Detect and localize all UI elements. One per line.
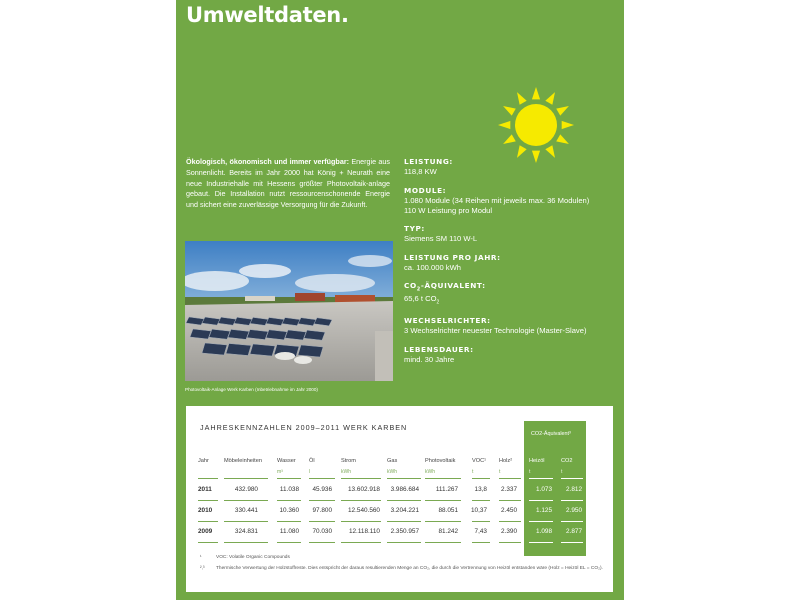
table-rule <box>309 500 335 501</box>
table-rule <box>499 542 521 543</box>
table-cell: 97.800 <box>312 507 332 514</box>
table-cell: 2.337 <box>501 486 517 493</box>
spec-lebensdauer <box>404 345 619 365</box>
intro-text <box>186 157 390 211</box>
spec-label-sub: 2 <box>416 286 421 293</box>
table-cell-year: 2009 <box>198 528 213 535</box>
table-cell: 7,43 <box>474 528 487 535</box>
table-rule <box>198 500 218 501</box>
table-rule <box>499 478 521 479</box>
column-unit: kWh <box>341 469 351 475</box>
spec-value: 118,8 KW <box>404 167 437 176</box>
solar-panel <box>250 344 275 356</box>
table-rule <box>341 478 381 479</box>
table-rule <box>529 478 553 479</box>
table-rule <box>472 500 490 501</box>
column-unit: l <box>309 469 311 475</box>
column-unit: kWh <box>387 469 397 475</box>
spec-leistung <box>404 157 619 177</box>
spec-value-base: 65,6 t CO <box>404 294 437 304</box>
column-header: Strom <box>341 458 356 464</box>
table-rule <box>224 500 268 501</box>
column-unit: m³ <box>277 469 283 475</box>
annual-figures-table <box>186 406 613 592</box>
table-rule <box>425 478 461 479</box>
table-rule <box>561 542 583 543</box>
table-rule <box>529 521 553 522</box>
footnote-text: VOC: Volatile Organic Compounds <box>216 555 290 560</box>
column-header: CO2 <box>561 458 573 464</box>
table-cell: 1.098 <box>536 528 552 535</box>
table-cell: 324.831 <box>234 528 258 535</box>
table-rule <box>387 500 421 501</box>
table-cell: 2.877 <box>566 528 582 535</box>
table-rule <box>425 521 461 522</box>
table-rule <box>425 542 461 543</box>
table-cell: 3.204.221 <box>390 507 419 514</box>
table-cell: 11.038 <box>279 486 299 493</box>
sun-ray <box>556 134 569 144</box>
table-rule <box>561 521 583 522</box>
spec-label-rest: -ÄQUIVALENT: <box>420 281 486 290</box>
spec-value: mind. 30 Jahre <box>404 354 455 364</box>
table-rule <box>425 500 461 501</box>
specs-list <box>404 157 619 373</box>
spec-value: Siemens SM 110 W-L <box>404 234 478 243</box>
table-cell: 2.350.957 <box>390 528 419 535</box>
table-cell: 88.051 <box>438 507 458 514</box>
table-rule <box>472 521 490 522</box>
sun-ray <box>517 92 527 105</box>
spec-module <box>404 186 619 216</box>
table-rule <box>224 521 268 522</box>
solar-panel <box>190 329 211 339</box>
table-cell: 45.936 <box>312 486 332 493</box>
table-rule <box>387 478 421 479</box>
table-cell: 11.080 <box>279 528 299 535</box>
table-cell: 432.980 <box>234 486 258 493</box>
column-header: Holz² <box>499 458 513 464</box>
table-cell-year: 2011 <box>198 486 212 493</box>
column-header: Jahr <box>198 458 209 464</box>
table-cell: 13,8 <box>474 486 487 493</box>
table-cell: 1.125 <box>536 507 552 514</box>
table-rule <box>472 542 490 543</box>
sun-ray <box>562 121 574 129</box>
table-rule <box>472 478 490 479</box>
spec-typ <box>404 224 619 244</box>
spec-value-sub: 2 <box>436 299 440 306</box>
page-title: Umweltdaten. <box>186 3 349 27</box>
table-rule <box>499 521 521 522</box>
spec-label: WECHSELRICHTER: <box>404 316 491 326</box>
table-cell: 2.950 <box>566 507 582 514</box>
spec-label: LEISTUNG: <box>404 157 453 166</box>
sun-ray <box>503 134 516 144</box>
table-cell: 13.602.918 <box>348 486 380 493</box>
spec-label: LEISTUNG PRO JAHR: <box>404 252 501 262</box>
table-cell: 81.242 <box>438 528 458 535</box>
column-unit: kWh <box>425 469 435 475</box>
footnote-text: Thermische Verwertung der Holzstoffreste. Dies entspricht der daraus resultierenden Menge an CO₂, die durch die Vertrennung von Heizöl entstanden wäre (Holz = Heizöl EL = CO₂). <box>216 566 603 571</box>
spec-wechselrichter <box>404 316 619 336</box>
spec-value: ca. 100.000 kWh <box>404 262 461 272</box>
solar-panel <box>228 329 249 339</box>
spec-value: 110 W Leistung pro Modul <box>404 205 493 215</box>
spec-value: 3 Wechselrichter neuester Technologie (Master-Slave) <box>404 326 587 336</box>
column-header: VOC¹ <box>472 458 486 464</box>
table-rule <box>198 478 218 479</box>
column-unit: t <box>472 469 474 475</box>
sun-ray <box>498 121 510 129</box>
solar-panel <box>209 329 230 339</box>
solar-panel <box>304 330 325 340</box>
table-rule <box>309 542 335 543</box>
column-unit: t <box>529 469 531 475</box>
spec-label-base: CO <box>404 281 417 290</box>
table-rule <box>277 500 301 501</box>
table-rule <box>224 542 268 543</box>
sun-ray <box>532 87 540 99</box>
column-header: Öl <box>309 458 315 464</box>
table-rule <box>341 500 381 501</box>
table-rule <box>198 542 218 543</box>
table-rule <box>309 521 335 522</box>
table-cell: 3.986.684 <box>390 486 419 493</box>
table-rule <box>309 478 335 479</box>
footnote-mark: ²,³ <box>200 566 205 571</box>
footnote-mark: ¹ <box>200 555 202 560</box>
solar-panel <box>298 345 323 357</box>
table-rule <box>277 478 301 479</box>
table-cell: 111.267 <box>435 486 458 493</box>
table-cell: 10,37 <box>471 507 487 514</box>
spec-leistung-pro-jahr <box>404 253 619 273</box>
column-header: Gas <box>387 458 398 464</box>
table-rule <box>387 521 421 522</box>
photo-caption: Photovoltaik-Anlage Werk Karben (Inbetriebnahme im Jahr 2000) <box>185 387 318 392</box>
spec-value <box>404 294 619 308</box>
solar-panel <box>266 330 287 340</box>
column-unit: t <box>561 469 563 475</box>
sun-ray <box>545 92 555 105</box>
solar-panel <box>285 330 306 340</box>
sun-ray <box>556 106 569 116</box>
table-rule <box>277 521 301 522</box>
table-rule <box>561 478 583 479</box>
table-rule <box>561 500 583 501</box>
column-header: Wasser <box>277 458 296 464</box>
table-cell: 70.030 <box>312 528 332 535</box>
column-unit: t <box>499 469 501 475</box>
table-cell: 10.360 <box>279 507 299 514</box>
table-cell: 12.118.110 <box>348 528 380 535</box>
table-cell: 1.073 <box>536 486 552 493</box>
column-header: Möbeleinheiten <box>224 458 262 464</box>
column-header: Heizöl <box>529 458 545 464</box>
co2-header: CO2-Äquivalent³ <box>531 431 571 437</box>
table-cell: 330.441 <box>234 507 258 514</box>
spec-label: LEBENSDAUER: <box>404 344 474 354</box>
table-rule <box>198 521 218 522</box>
intro-lead: Ökologisch, ökonomisch und immer verfügbar: <box>186 157 350 166</box>
table-rule <box>387 542 421 543</box>
spec-label <box>404 281 619 294</box>
solar-panel <box>226 344 251 356</box>
column-header: Photovoltaik <box>425 458 456 464</box>
sun-icon <box>497 86 575 164</box>
table-rule <box>499 500 521 501</box>
sun-ray <box>545 145 555 158</box>
table-cell: 2.812 <box>566 486 582 493</box>
spec-label: MODULE: <box>404 185 447 195</box>
table-cell: 2.390 <box>501 528 517 535</box>
sun-ray <box>517 145 527 158</box>
spec-label: TYP: <box>404 224 425 233</box>
table-cell: 2.450 <box>501 507 517 514</box>
spec-co2-aequivalent <box>404 281 619 308</box>
table-title: JAHRESKENNZAHLEN 2009–2011 WERK KARBEN <box>200 423 408 432</box>
table-cell: 12.540.560 <box>348 507 380 514</box>
photovoltaic-photo <box>185 241 393 381</box>
table-rule <box>529 542 553 543</box>
solar-panel <box>202 343 227 355</box>
spec-value: 1.080 Module (34 Reihen mit jeweils max. 36 Modulen) <box>404 195 590 205</box>
table-rule <box>529 500 553 501</box>
sun-ray <box>503 106 516 116</box>
table-cell-year: 2010 <box>198 507 213 514</box>
intro-body: Energie aus Sonnenlicht. Bereits im Jahr 2000 hat König + Neurath eine neue Industriehalle mit Hessens größter Photovoltaik-anlage gebaut. Die Installation nutzt ressourcenschonende Energie und sichert eine zuverlässige Versorgung für die Zukunft. <box>186 157 391 210</box>
table-rule <box>341 521 381 522</box>
table-rule <box>224 478 268 479</box>
table-rule <box>277 542 301 543</box>
table-rule <box>341 542 381 543</box>
solar-panel <box>247 330 268 340</box>
